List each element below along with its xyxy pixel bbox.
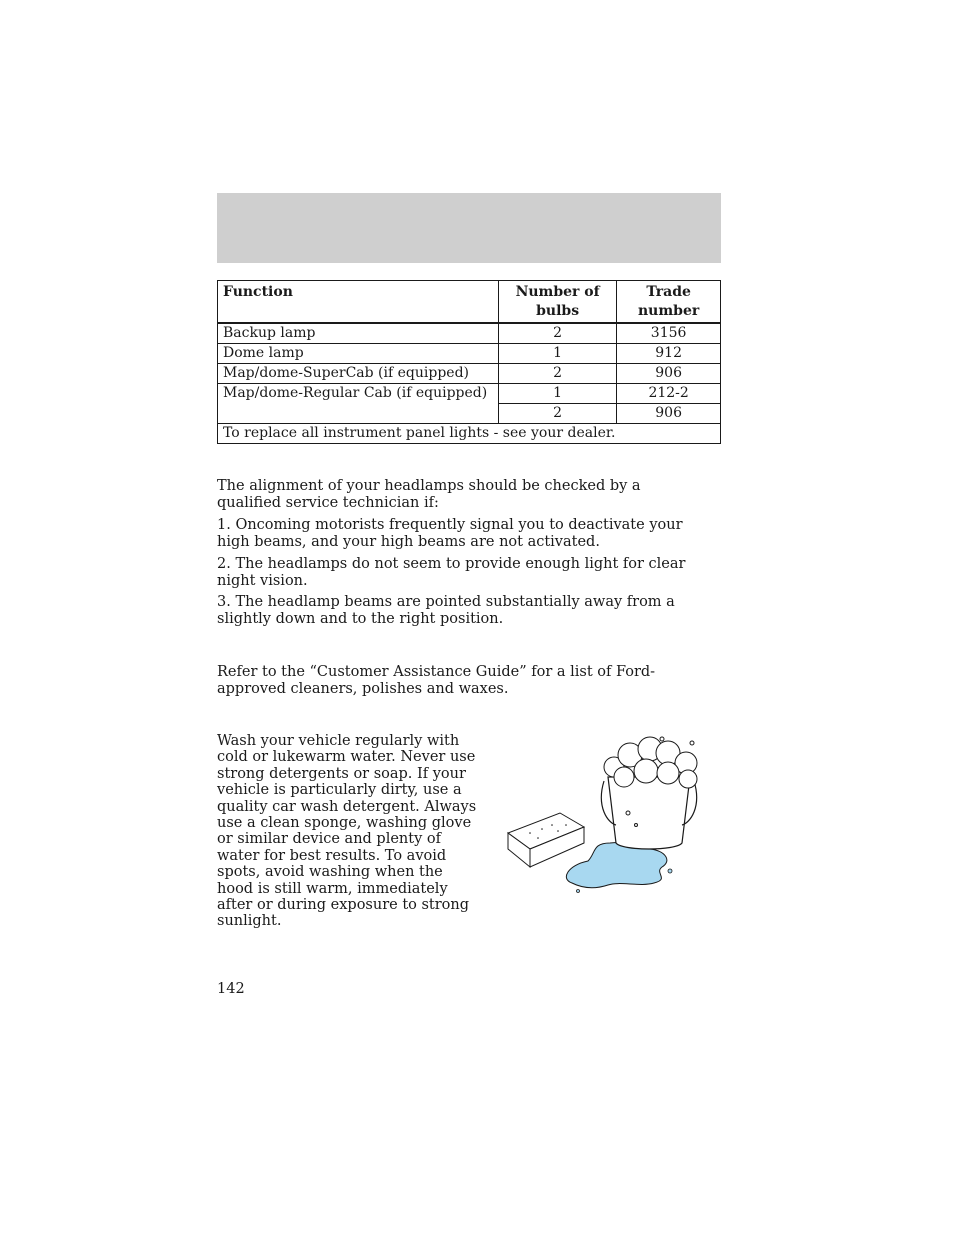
cell-function: Map/dome-Regular Cab (if equipped) [218,384,499,424]
cell-number: 1 [499,344,617,364]
washing-instructions: Wash your vehicle regularly with cold or lukewarm water. Never use strong detergents or soap. If your vehicle is particularly dirty, use a quality car wash detergent. Always use a clean sponge, washing glove or similar device and plenty of water for best results. To avoid spots, avoid washing when the hood is still warm, immediately after or during exposure to strong sunlight. [217,733,477,930]
cell-number: 1 [499,384,617,404]
bucket-icon [601,777,696,849]
cell-trade: 912 [617,344,721,364]
cell-number: 2 [499,323,617,344]
header-band [217,193,721,263]
alignment-item-1: 1. Oncoming motorists frequently signal you to deactivate your high beams, and your high beams are not activated. [217,517,683,550]
table-footer-row [218,424,721,444]
cell-trade: 906 [617,364,721,384]
table-footer-note: To replace all instrument panel lights - see your dealer. [218,424,721,444]
table-row [218,323,721,344]
table-row [218,364,721,384]
cell-trade: 212-2 [617,384,721,404]
cell-number: 2 [499,404,617,424]
page-number: 142 [217,981,245,997]
header-function: Function [218,281,499,324]
water-puddle-icon [566,842,672,892]
table-row [218,384,721,404]
alignment-item-2: 2. The headlamps do not seem to provide enough light for clear night vision. [217,556,686,589]
alignment-item-3: 3. The headlamp beams are pointed substantially away from a slightly down and to the right position. [217,594,675,627]
alignment-intro: The alignment of your headlamps should be checked by a qualified service technician if: [217,478,641,511]
cell-trade: 906 [617,404,721,424]
bucket-sponge-illustration [500,733,705,898]
cell-function: Dome lamp [218,344,499,364]
cell-number: 2 [499,364,617,384]
sponge-icon [508,813,584,867]
header-trade-number: Trade number [617,281,721,324]
cleaning-reference: Refer to the “Customer Assistance Guide” for a list of Ford-approved cleaners, polishes and waxes. [217,664,656,697]
table-row [218,344,721,364]
cell-function: Backup lamp [218,323,499,344]
cell-function: Map/dome-SuperCab (if equipped) [218,364,499,384]
bulb-table [217,280,721,444]
cell-trade: 3156 [617,323,721,344]
table-header-row [218,281,721,324]
header-number-of-bulbs: Number of bulbs [499,281,617,324]
